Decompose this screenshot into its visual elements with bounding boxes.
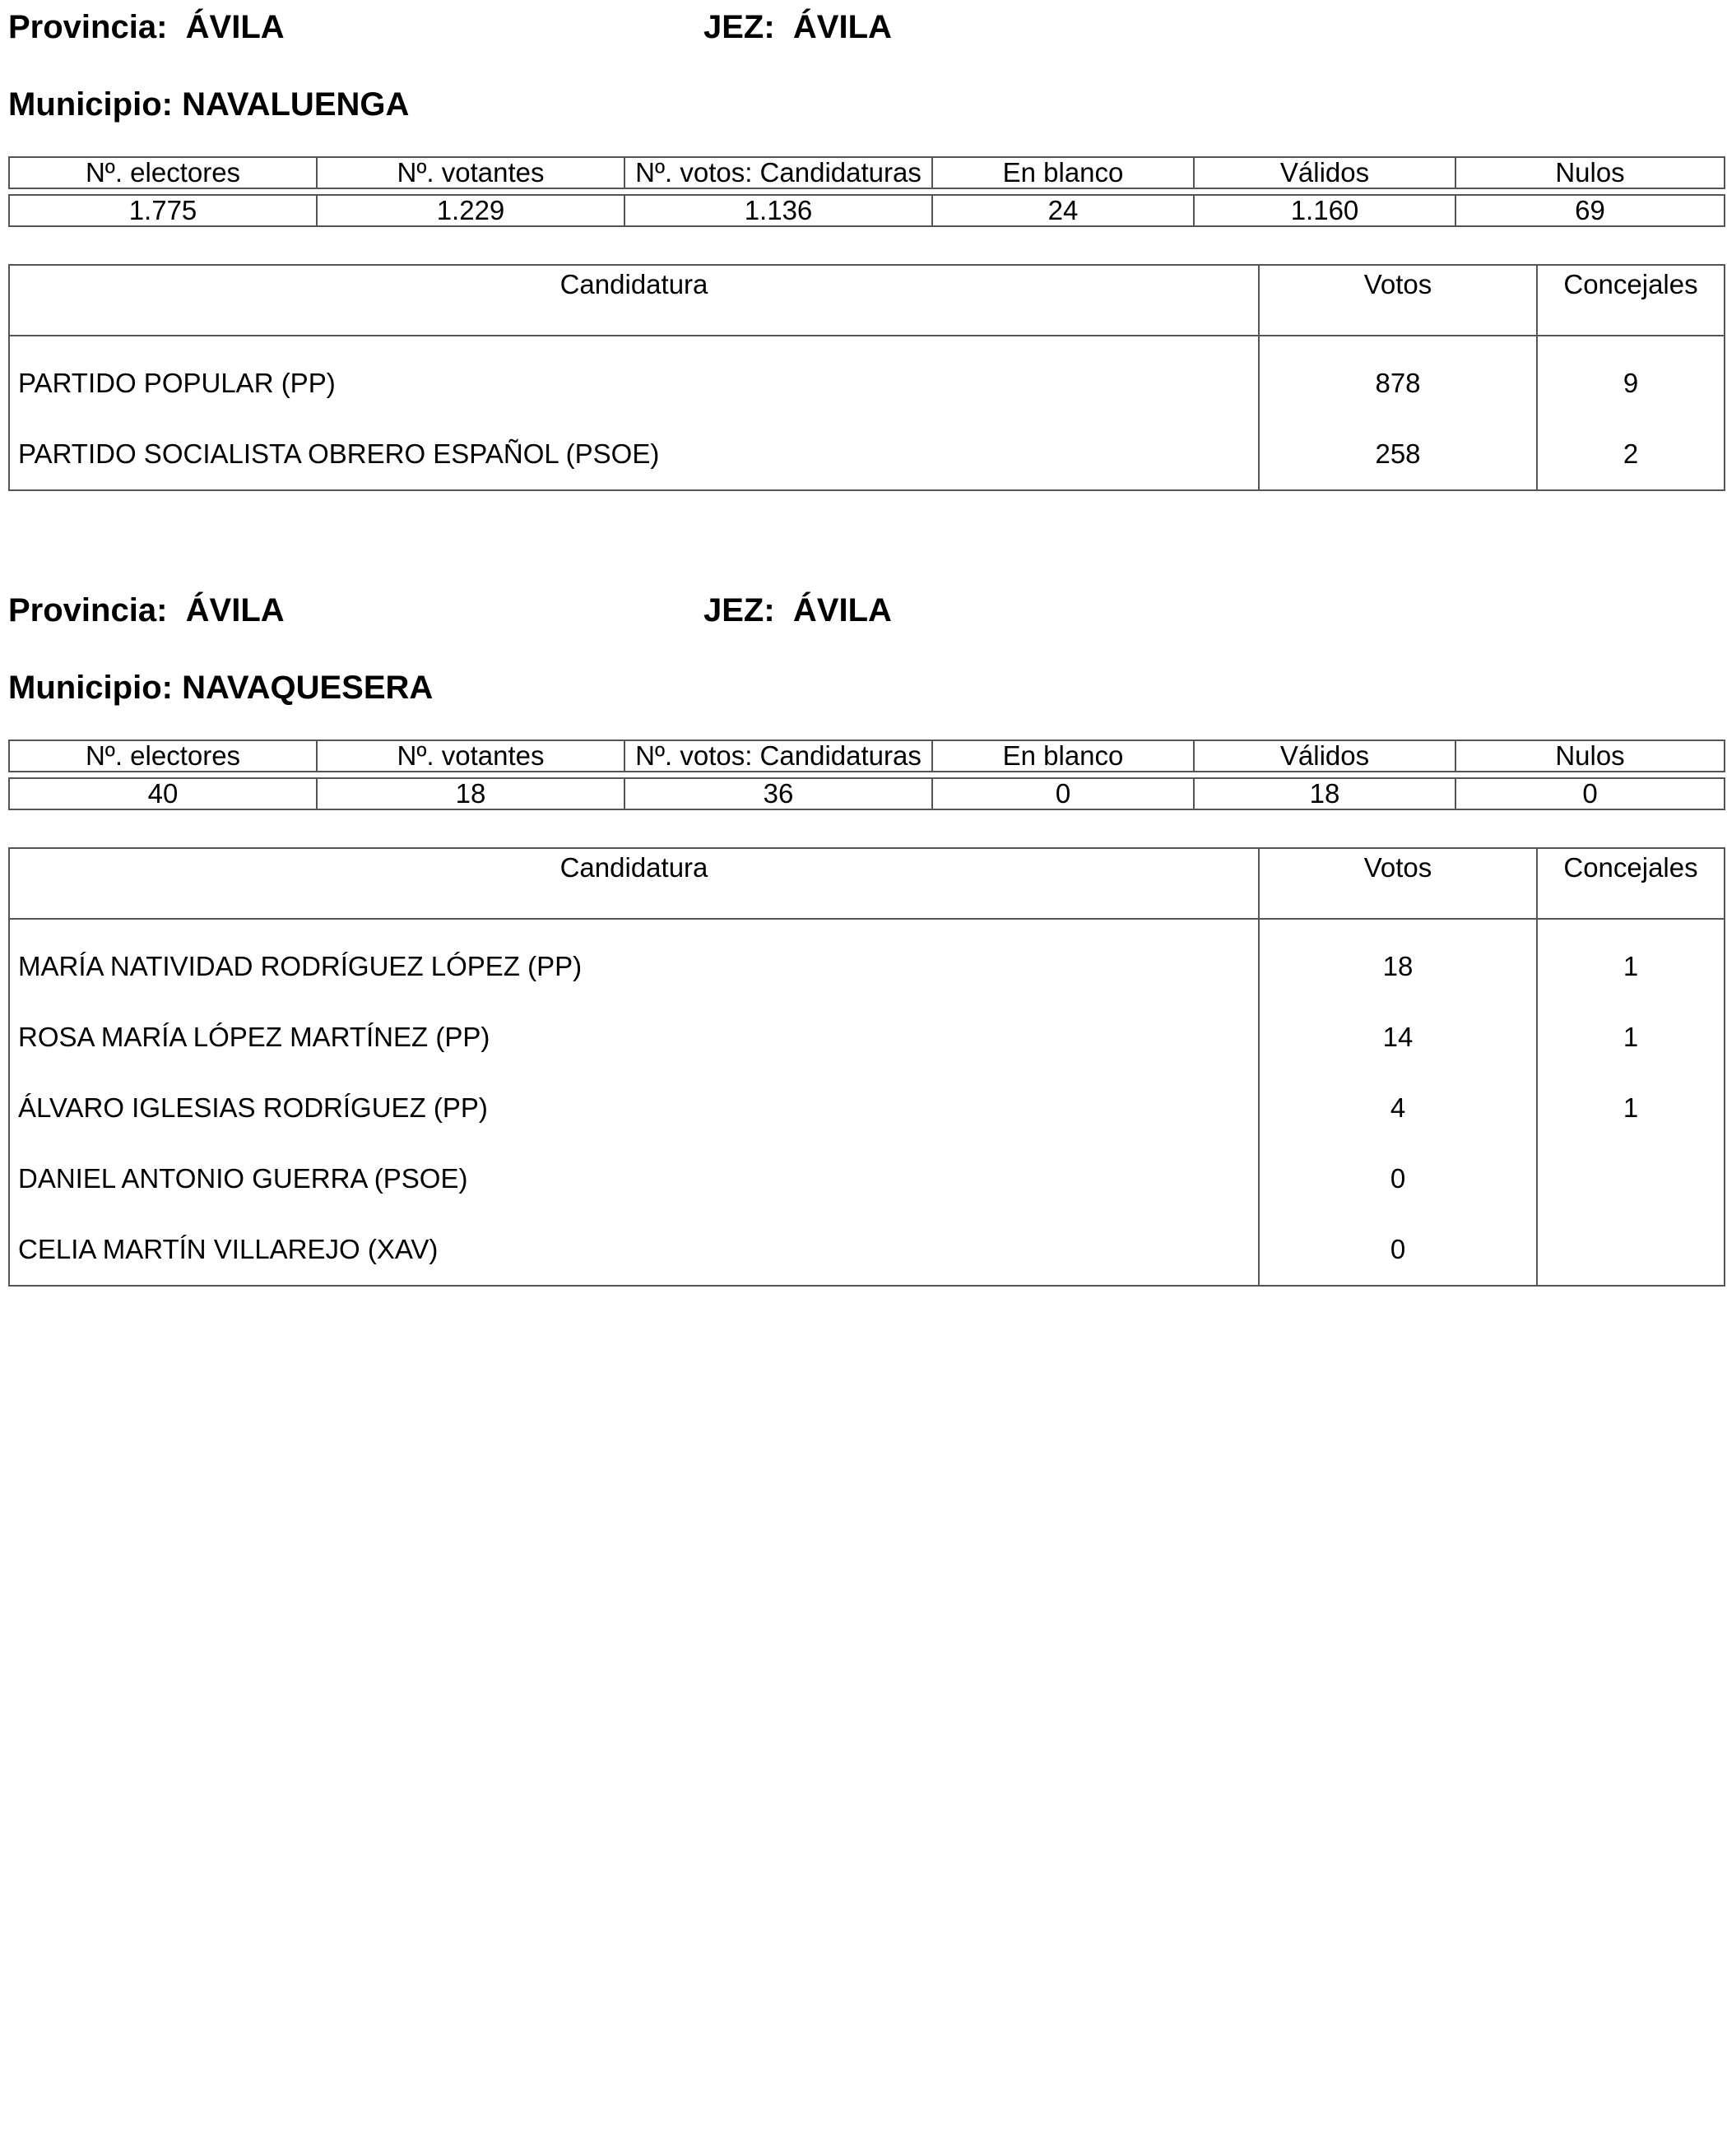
table-row bbox=[9, 919, 1725, 1002]
table-row bbox=[9, 1143, 1725, 1214]
concejales-header: Concejales bbox=[1537, 265, 1725, 336]
summary-value-cell: 18 bbox=[1194, 778, 1455, 809]
municipio-label: Municipio: bbox=[8, 86, 173, 123]
candidate-votos: 4 bbox=[1259, 1073, 1537, 1143]
summary-header-row bbox=[9, 740, 1725, 772]
jez-value: ÁVILA bbox=[792, 9, 892, 45]
summary-value-row bbox=[9, 195, 1725, 226]
summary-value-cell: 1.136 bbox=[624, 195, 932, 226]
candidate-concejales bbox=[1537, 1143, 1725, 1214]
jez-heading bbox=[703, 594, 892, 627]
provincia-label: Provincia: bbox=[8, 9, 168, 45]
provincia-heading bbox=[8, 594, 285, 627]
candidate-concejales: 1 bbox=[1537, 1002, 1725, 1073]
candidate-concejales bbox=[1537, 1214, 1725, 1286]
votos-header: Votos bbox=[1259, 848, 1537, 919]
municipio-value: NAVALUENGA bbox=[182, 86, 410, 123]
candidatura-header: Candidatura bbox=[9, 265, 1259, 336]
summary-table bbox=[8, 156, 1725, 227]
provincia-value: ÁVILA bbox=[185, 592, 285, 628]
candidate-name: MARÍA NATIVIDAD RODRÍGUEZ LÓPEZ (PP) bbox=[9, 919, 1259, 1002]
summary-value-cell: 1.775 bbox=[9, 195, 317, 226]
jez-value: ÁVILA bbox=[792, 592, 892, 628]
candidate-name: ÁLVARO IGLESIAS RODRÍGUEZ (PP) bbox=[9, 1073, 1259, 1143]
candidate-concejales: 9 bbox=[1537, 336, 1725, 419]
table-row bbox=[9, 1002, 1725, 1073]
municipio-heading bbox=[8, 88, 409, 121]
concejales-header: Concejales bbox=[1537, 848, 1725, 919]
provincia-heading bbox=[8, 11, 285, 44]
jez-heading bbox=[703, 11, 892, 44]
jez-label: JEZ: bbox=[703, 592, 775, 628]
summary-value-cell: 40 bbox=[9, 778, 317, 809]
candidate-concejales: 1 bbox=[1537, 1073, 1725, 1143]
candidate-name: DANIEL ANTONIO GUERRA (PSOE) bbox=[9, 1143, 1259, 1214]
candidate-name: CELIA MARTÍN VILLAREJO (XAV) bbox=[9, 1214, 1259, 1286]
summary-value-cell: 0 bbox=[1455, 778, 1725, 809]
candidatura-header: Candidatura bbox=[9, 848, 1259, 919]
candidate-votos: 0 bbox=[1259, 1214, 1537, 1286]
provincia-value: ÁVILA bbox=[185, 9, 285, 45]
summary-header-cell: Nº. votos: Candidaturas bbox=[624, 740, 932, 772]
municipio-heading bbox=[8, 671, 433, 704]
candidate-concejales: 2 bbox=[1537, 419, 1725, 490]
summary-value-cell: 69 bbox=[1455, 195, 1725, 226]
summary-header-cell: En blanco bbox=[932, 157, 1194, 188]
summary-header-cell: Nulos bbox=[1455, 740, 1725, 772]
summary-table bbox=[8, 740, 1725, 810]
votos-header: Votos bbox=[1259, 265, 1537, 336]
candidate-name: ROSA MARÍA LÓPEZ MARTÍNEZ (PP) bbox=[9, 1002, 1259, 1073]
summary-header-cell: En blanco bbox=[932, 740, 1194, 772]
summary-value-row bbox=[9, 778, 1725, 809]
provincia-label: Provincia: bbox=[8, 592, 168, 628]
candidates-header-row bbox=[9, 848, 1725, 919]
table-row bbox=[9, 419, 1725, 490]
candidates-table bbox=[8, 264, 1725, 491]
summary-header-cell: Nº. electores bbox=[9, 157, 317, 188]
summary-header-cell: Nulos bbox=[1455, 157, 1725, 188]
summary-value-cell: 36 bbox=[624, 778, 932, 809]
candidate-votos: 18 bbox=[1259, 919, 1537, 1002]
summary-header-cell: Nº. votos: Candidaturas bbox=[624, 157, 932, 188]
summary-value-cell: 18 bbox=[317, 778, 624, 809]
candidate-concejales: 1 bbox=[1537, 919, 1725, 1002]
summary-value-cell: 1.229 bbox=[317, 195, 624, 226]
candidate-votos: 14 bbox=[1259, 1002, 1537, 1073]
table-row bbox=[9, 336, 1725, 419]
summary-header-cell: Válidos bbox=[1194, 740, 1455, 772]
municipio-label: Municipio: bbox=[8, 670, 173, 706]
summary-header-cell: Nº. votantes bbox=[317, 740, 624, 772]
summary-header-row bbox=[9, 157, 1725, 188]
candidates-header-row bbox=[9, 265, 1725, 336]
municipio-value: NAVAQUESERA bbox=[182, 670, 434, 706]
summary-value-cell: 24 bbox=[932, 195, 1194, 226]
summary-header-cell: Nº. votantes bbox=[317, 157, 624, 188]
summary-value-cell: 0 bbox=[932, 778, 1194, 809]
summary-header-cell: Nº. electores bbox=[9, 740, 317, 772]
summary-value-cell: 1.160 bbox=[1194, 195, 1455, 226]
table-row bbox=[9, 1214, 1725, 1286]
candidate-votos: 258 bbox=[1259, 419, 1537, 490]
candidate-name: PARTIDO POPULAR (PP) bbox=[9, 336, 1259, 419]
table-row bbox=[9, 1073, 1725, 1143]
jez-label: JEZ: bbox=[703, 9, 775, 45]
candidates-table bbox=[8, 847, 1725, 1287]
candidate-name: PARTIDO SOCIALISTA OBRERO ESPAÑOL (PSOE) bbox=[9, 419, 1259, 490]
summary-header-cell: Válidos bbox=[1194, 157, 1455, 188]
candidate-votos: 878 bbox=[1259, 336, 1537, 419]
candidate-votos: 0 bbox=[1259, 1143, 1537, 1214]
